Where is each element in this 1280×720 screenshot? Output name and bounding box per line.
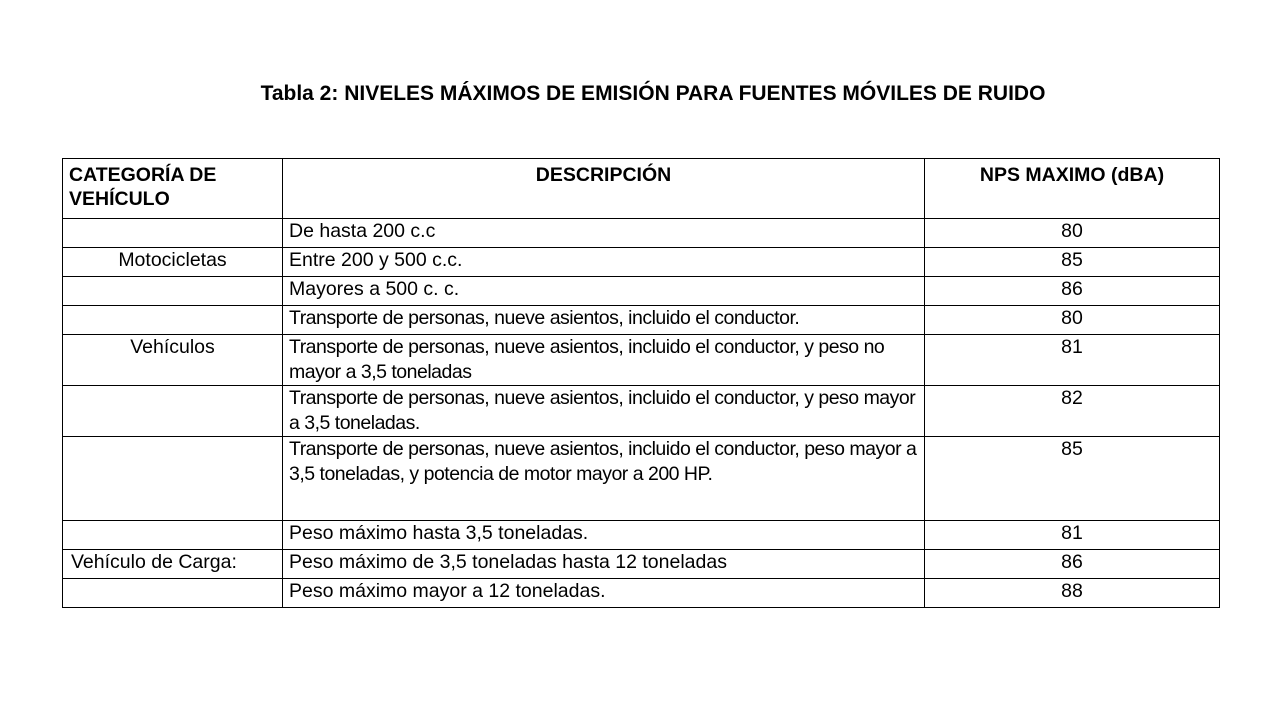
emission-levels-table (62, 158, 1220, 608)
description-cell: Transporte de personas, nueve asientos, incluido el conductor, y peso no mayor a 3,5 toneladas (283, 335, 925, 386)
description-cell: Entre 200 y 500 c.c. (283, 248, 925, 277)
description-cell: Peso máximo mayor a 12 toneladas. (283, 579, 925, 608)
table-row (63, 335, 1220, 386)
nps-cell: 81 (925, 335, 1220, 386)
category-cell (63, 386, 283, 437)
category-cell (63, 277, 283, 306)
table-row (63, 437, 1220, 521)
table-row (63, 306, 1220, 335)
page-title: Tabla 2: NIVELES MÁXIMOS DE EMISIÓN PARA FUENTES MÓVILES DE RUIDO (260, 82, 1046, 105)
table-header-row (63, 159, 1220, 219)
header-category (63, 159, 283, 219)
table-row (63, 219, 1220, 248)
table-row (63, 248, 1220, 277)
nps-cell: 86 (925, 550, 1220, 579)
category-cell (63, 306, 283, 335)
header-description: DESCRIPCIÓN (283, 159, 925, 219)
table-row (63, 550, 1220, 579)
header-category-line1: CATEGORÍA DE (69, 164, 217, 186)
nps-cell: 81 (925, 521, 1220, 550)
table-row (63, 277, 1220, 306)
nps-cell: 80 (925, 219, 1220, 248)
header-category-line2: VEHÍCULO (69, 188, 170, 210)
description-cell: Transporte de personas, nueve asientos, incluido el conductor, peso mayor a 3,5 toneladas, y potencia de motor mayor a 200 HP. (283, 437, 925, 521)
table-row (63, 386, 1220, 437)
category-cell (63, 219, 283, 248)
table-row (63, 579, 1220, 608)
description-cell: Mayores a 500 c. c. (283, 277, 925, 306)
description-cell: Transporte de personas, nueve asientos, incluido el conductor. (283, 306, 925, 335)
category-cell: Vehículo de Carga: (63, 550, 283, 579)
category-cell (63, 437, 283, 521)
nps-cell: 85 (925, 437, 1220, 521)
nps-cell: 82 (925, 386, 1220, 437)
category-cell (63, 521, 283, 550)
category-cell: Vehículos (63, 335, 283, 386)
nps-cell: 88 (925, 579, 1220, 608)
description-cell: Transporte de personas, nueve asientos, incluido el conductor, y peso mayor a 3,5 toneladas. (283, 386, 925, 437)
nps-cell: 86 (925, 277, 1220, 306)
category-cell: Motocicletas (63, 248, 283, 277)
nps-cell: 80 (925, 306, 1220, 335)
description-cell: Peso máximo hasta 3,5 toneladas. (283, 521, 925, 550)
category-cell (63, 579, 283, 608)
description-cell: Peso máximo de 3,5 toneladas hasta 12 toneladas (283, 550, 925, 579)
header-nps: NPS MAXIMO (dBA) (925, 159, 1220, 219)
nps-cell: 85 (925, 248, 1220, 277)
table-row (63, 521, 1220, 550)
description-cell: De hasta 200 c.c (283, 219, 925, 248)
